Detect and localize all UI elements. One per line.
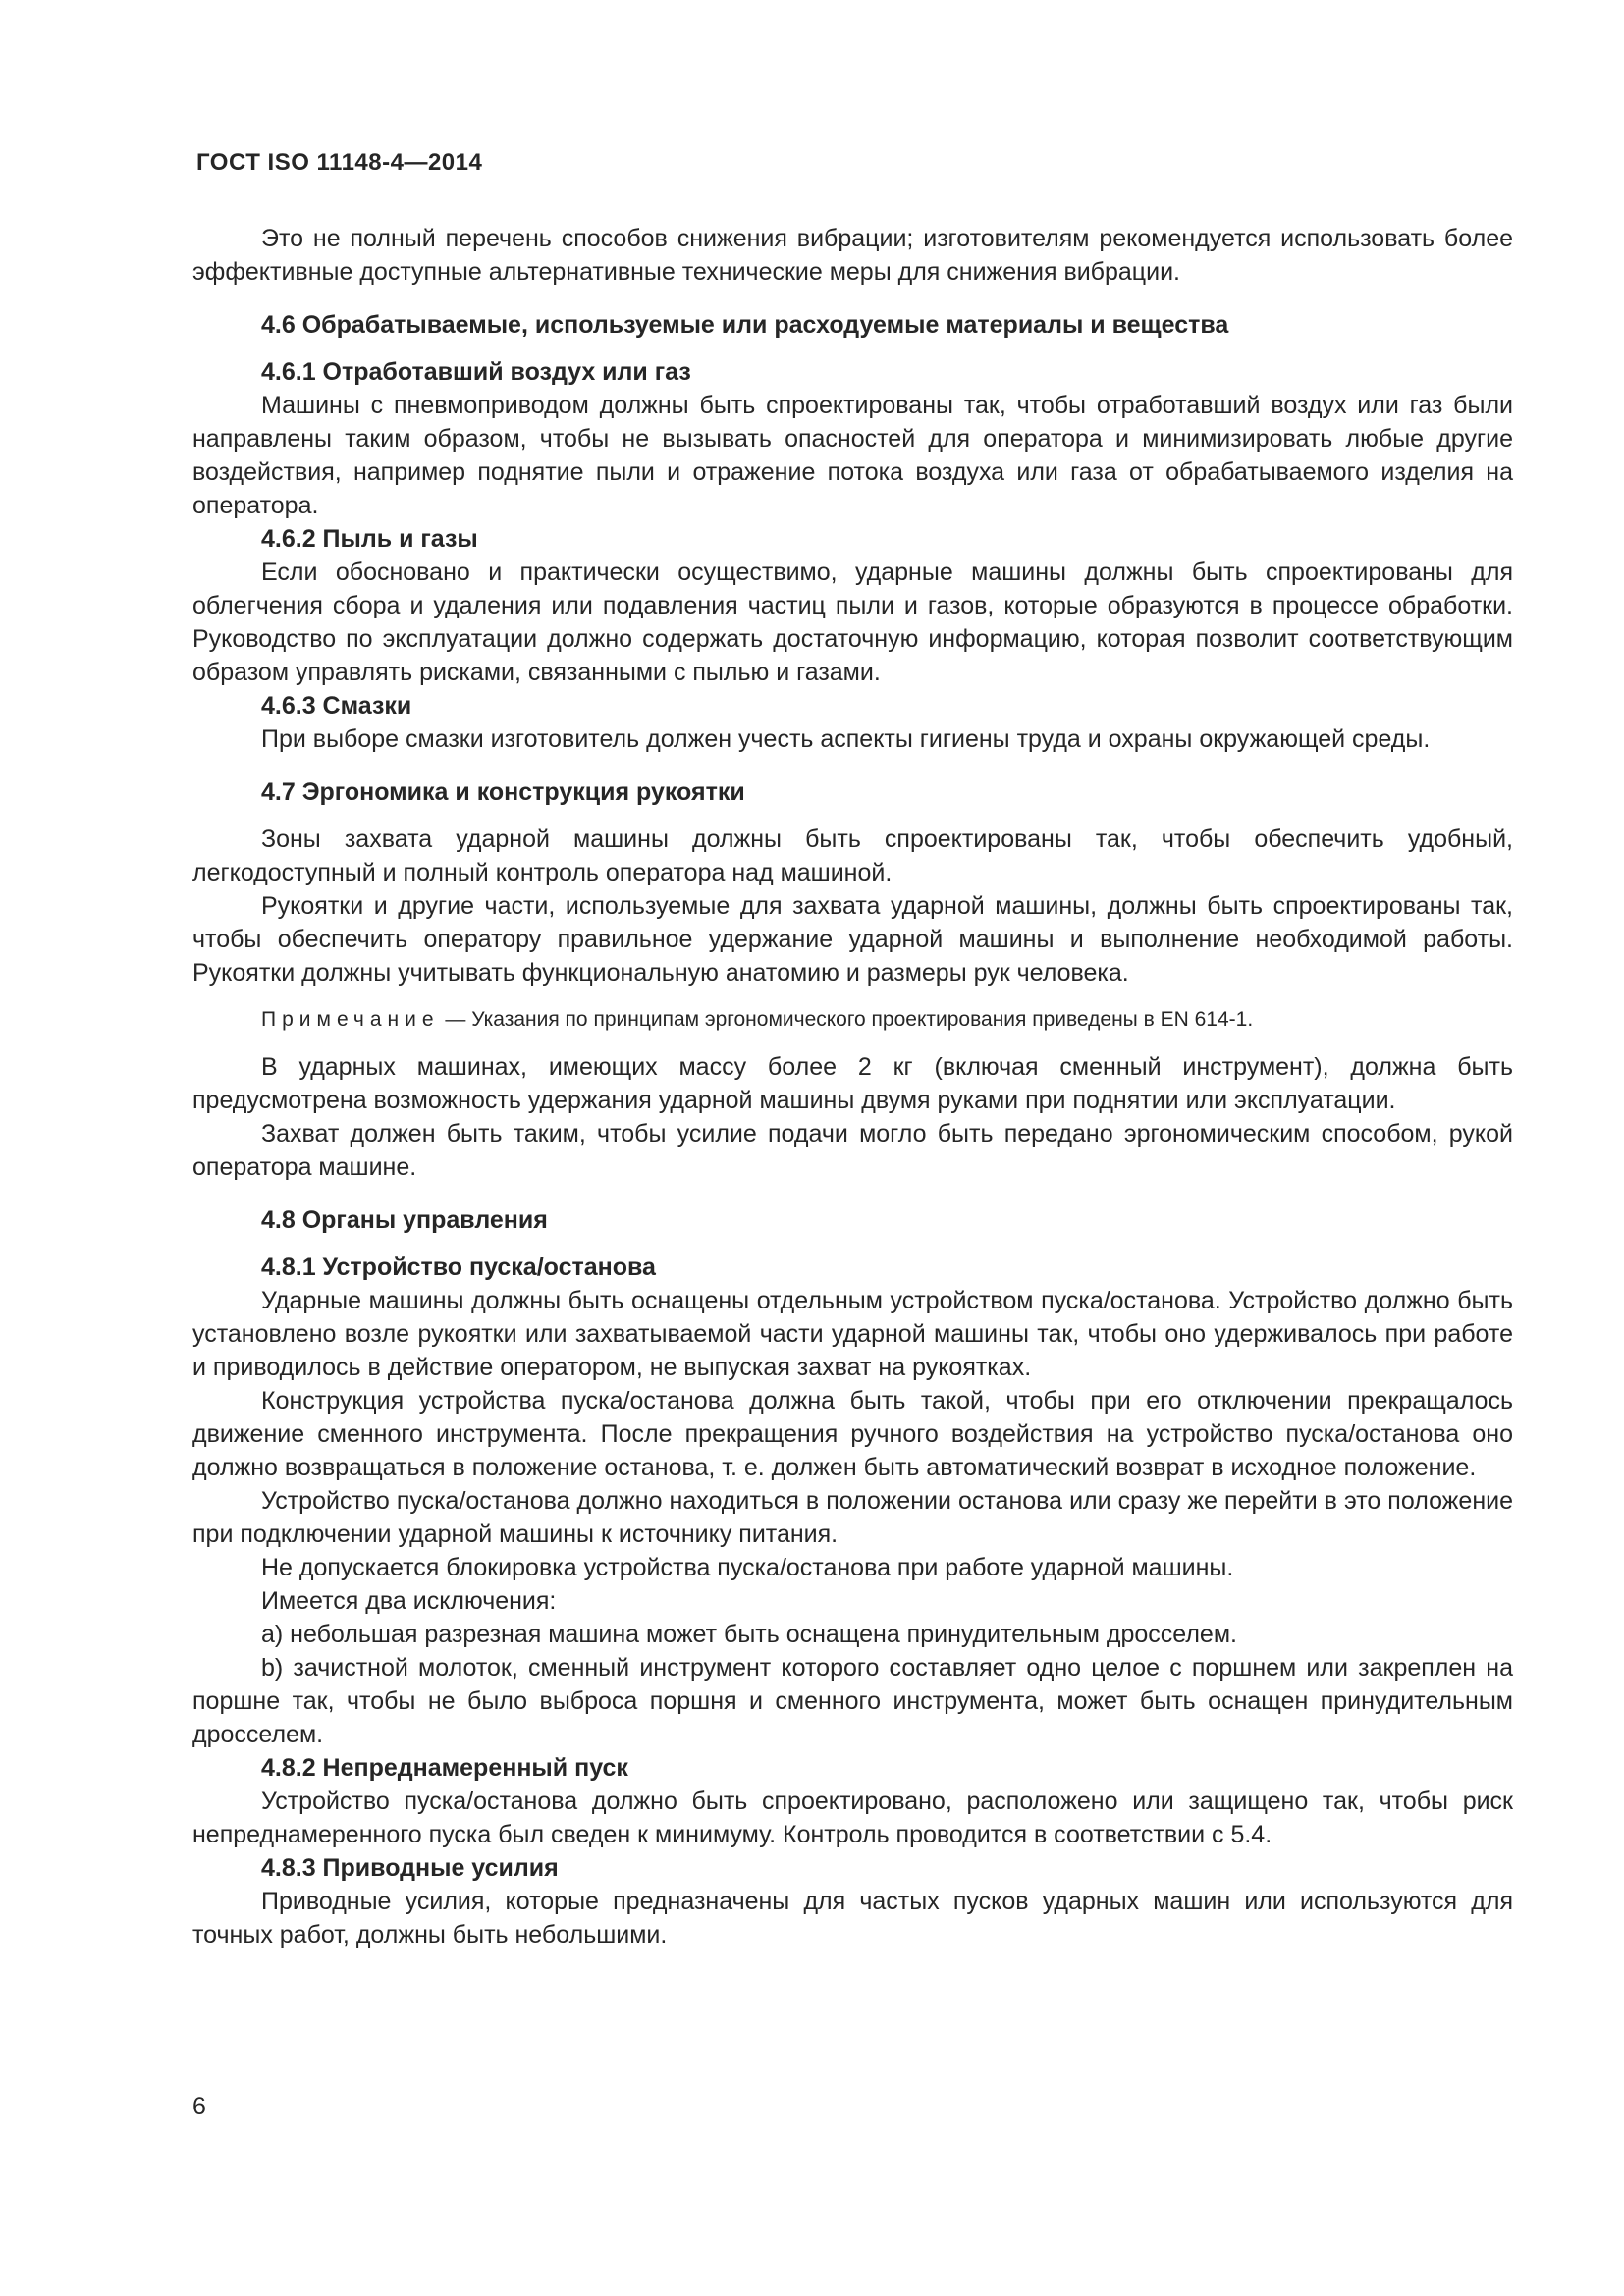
section-4-6-3-title: 4.6.3 Смазки bbox=[261, 692, 412, 720]
section-4-8-1-paragraph-5: Имеется два исключения: bbox=[261, 1587, 557, 1615]
section-4-8-1-title: 4.8.1 Устройство пуска/останова bbox=[261, 1254, 656, 1281]
document-header: ГОСТ ISO 11148-4—2014 bbox=[196, 149, 483, 176]
page-content bbox=[192, 222, 1513, 1951]
section-4-8-3-text: Приводные усилия, которые предназначены для частых пусков ударных машин или используются для точных работ, должны быть небольшими. bbox=[192, 1888, 1513, 1949]
section-4-6-2-text: Если обосновано и практически осуществимо, ударные машины должны быть спроектированы для облегчения сбора и удаления или подавления частиц пыли и газов, которые образуются в процессе обработки. Руководство по эксплуатации должно содержать достаточную информацию, которая позволит соответствующим образом управлять рисками, связанными с пылью и газами. bbox=[192, 559, 1513, 686]
section-4-7-title: 4.7 Эргономика и конструкция рукоятки bbox=[261, 778, 745, 806]
section-4-8-1-paragraph-2: Конструкция устройства пуска/останова должна быть такой, чтобы при его отключении прекращалось движение сменного инструмента. После прекращения ручного воздействия на устройство пуска/останова оно должно возвращаться в положение останова, т. е. должен быть автоматический возврат в исходное положение. bbox=[192, 1387, 1513, 1481]
page-number: 6 bbox=[192, 2093, 206, 2120]
section-4-8-2-title: 4.8.2 Непреднамеренный пуск bbox=[261, 1754, 628, 1782]
section-4-6-title: 4.6 Обрабатываемые, используемые или расходуемые материалы и вещества bbox=[261, 311, 1229, 339]
section-4-8-1-paragraph-4: Не допускается блокировка устройства пуска/останова при работе ударной машины. bbox=[261, 1554, 1234, 1581]
section-4-8-1-paragraph-1: Ударные машины должны быть оснащены отдельным устройством пуска/останова. Устройство должно быть установлено возле рукоятки или захватываемой части ударной машины так, чтобы оно удерживалось при работе и приводилось в действие оператором, не выпуская захват на рукоятках. bbox=[192, 1287, 1513, 1381]
note-text: — Указания по принципам эргономического проектирования приведены в EN 614-1. bbox=[439, 1008, 1254, 1031]
section-4-7-note bbox=[192, 1003, 1513, 1037]
section-4-8-1-paragraph-3: Устройство пуска/останова должно находиться в положении останова или сразу же перейти в это положение при подключении ударной машины к источнику питания. bbox=[192, 1487, 1513, 1548]
exception-b: b) зачистной молоток, сменный инструмент которого составляет одно целое с поршнем или закреплен на поршне так, чтобы не было выброса поршня и сменного инструмента, может быть оснащен принудительным дросселем. bbox=[192, 1654, 1513, 1748]
section-4-8-2-text: Устройство пуска/останова должно быть спроектировано, расположено или защищено так, чтобы риск непреднамеренного пуска был сведен к минимуму. Контроль проводится в соответствии с 5.4. bbox=[192, 1788, 1513, 1848]
section-4-8-title: 4.8 Органы управления bbox=[261, 1206, 548, 1234]
section-4-6-1-title: 4.6.1 Отработавший воздух или газ bbox=[261, 358, 691, 386]
section-4-6-2-title: 4.6.2 Пыль и газы bbox=[261, 525, 478, 553]
section-4-8-3-title: 4.8.3 Приводные усилия bbox=[261, 1854, 559, 1882]
section-4-6-3-text: При выборе смазки изготовитель должен учесть аспекты гигиены труда и охраны окружающей среды. bbox=[261, 725, 1431, 753]
section-4-6-1-text: Машины с пневмоприводом должны быть спроектированы так, чтобы отработавший воздух или газ были направлены таким образом, чтобы не вызывать опасностей для оператора и минимизировать любые другие воздействия, например поднятие пыли и отражение потока воздуха или газа от обрабатываемого изделия на оператора. bbox=[192, 392, 1513, 519]
section-4-7-paragraph-3: В ударных машинах, имеющих массу более 2 кг (включая сменный инструмент), должна быть предусмотрена возможность удержания ударной машины двумя руками при поднятии или эксплуатации. bbox=[192, 1053, 1513, 1114]
section-4-7-paragraph-1: Зоны захвата ударной машины должны быть спроектированы так, чтобы обеспечить удобный, легкодоступный и полный контроль оператора над машиной. bbox=[192, 826, 1513, 886]
section-4-7-paragraph-2: Рукоятки и другие части, используемые для захвата ударной машины, должны быть спроектированы так, чтобы обеспечить оператору правильное удержание ударной машины и выполнение необходимой работы. Рукоятки должны учитывать функциональную анатомию и размеры рук человека. bbox=[192, 892, 1513, 987]
section-4-7-paragraph-4: Захват должен быть таким, чтобы усилие подачи могло быть передано эргономическим способом, рукой оператора машине. bbox=[192, 1120, 1513, 1181]
note-label: Примечание bbox=[261, 1008, 440, 1031]
exception-a: a) небольшая разрезная машина может быть оснащена принудительным дросселем. bbox=[261, 1621, 1237, 1648]
intro-paragraph: Это не полный перечень способов снижения вибрации; изготовителям рекомендуется использовать более эффективные доступные альтернативные технические меры для снижения вибрации. bbox=[192, 225, 1513, 286]
